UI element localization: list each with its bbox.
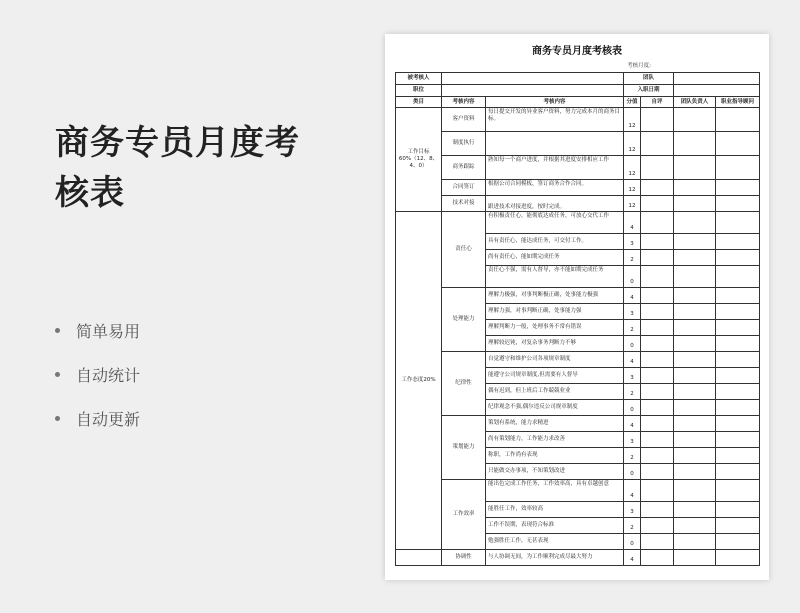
position-value[interactable] bbox=[442, 85, 624, 97]
info-row bbox=[396, 85, 760, 97]
advisor-cell[interactable] bbox=[716, 234, 760, 250]
team-lead-cell[interactable] bbox=[674, 416, 716, 432]
self-eval-cell[interactable] bbox=[641, 480, 674, 502]
content-cell: 纪律观念不强,偶尔违反公司规章制度 bbox=[486, 400, 624, 416]
content-cell: 理解判断力一般，处理事务不常有错误 bbox=[486, 320, 624, 336]
bullet-icon bbox=[55, 416, 60, 421]
content-cell: 具有责任心，能达成任务，可交付工作。 bbox=[486, 234, 624, 250]
content-cell: 尚有责任心，能如期完成任务 bbox=[486, 250, 624, 266]
table-row bbox=[396, 288, 760, 304]
advisor-cell[interactable] bbox=[716, 288, 760, 304]
item-cell: 纪律性 bbox=[442, 352, 486, 416]
month-label: 考核月度: bbox=[627, 63, 651, 69]
page-title-line2: 核表 bbox=[55, 173, 125, 213]
score-cell: 2 bbox=[624, 384, 641, 400]
team-lead-cell[interactable] bbox=[674, 336, 716, 352]
info-row bbox=[396, 73, 760, 85]
content-cell: 每日提交开发的异业客户资料，努力完成本月的商务目标。 bbox=[486, 108, 624, 132]
advisor-cell[interactable] bbox=[716, 180, 760, 196]
team-lead-cell[interactable] bbox=[674, 304, 716, 320]
table-row bbox=[396, 132, 760, 156]
team-lead-cell[interactable] bbox=[674, 180, 716, 196]
advisor-cell[interactable] bbox=[716, 156, 760, 180]
advisor-cell[interactable] bbox=[716, 212, 760, 234]
team-lead-cell[interactable] bbox=[674, 384, 716, 400]
self-eval-cell[interactable] bbox=[641, 250, 674, 266]
score-cell: 0 bbox=[624, 534, 641, 550]
item-cell: 制度执行 bbox=[442, 132, 486, 156]
content-cell: 称职，工作尚有表现 bbox=[486, 448, 624, 464]
feature-label: 自动统计 bbox=[76, 365, 141, 385]
score-cell: 3 bbox=[624, 432, 641, 448]
feature-item bbox=[55, 396, 140, 440]
advisor-cell[interactable] bbox=[716, 518, 760, 534]
advisor-cell[interactable] bbox=[716, 132, 760, 156]
self-eval-cell[interactable] bbox=[641, 336, 674, 352]
content-cell: 理解力极强，对事判断极正确，处事能力极强 bbox=[486, 288, 624, 304]
sheet-title: 商务专员月度考核表 bbox=[532, 46, 622, 57]
advisor-cell[interactable] bbox=[716, 108, 760, 132]
content-cell: 能出色完成工作任务，工作效率高，具有卓越创意 bbox=[486, 480, 624, 502]
self-eval-cell[interactable] bbox=[641, 234, 674, 250]
self-eval-cell[interactable] bbox=[641, 352, 674, 368]
self-eval-cell[interactable] bbox=[641, 384, 674, 400]
score-cell: 4 bbox=[624, 288, 641, 304]
team-lead-cell[interactable] bbox=[674, 196, 716, 212]
self-eval-cell[interactable] bbox=[641, 156, 674, 180]
self-eval-cell[interactable] bbox=[641, 212, 674, 234]
item-cell: 商务跟踪 bbox=[442, 156, 486, 180]
advisor-cell[interactable] bbox=[716, 368, 760, 384]
self-eval-cell[interactable] bbox=[641, 416, 674, 432]
advisor-cell[interactable] bbox=[716, 352, 760, 368]
team-lead-cell[interactable] bbox=[674, 448, 716, 464]
team-lead-cell[interactable] bbox=[674, 464, 716, 480]
header-content: 考核内容 bbox=[486, 97, 624, 108]
feature-list bbox=[55, 308, 140, 440]
item-cell: 策划能力 bbox=[442, 416, 486, 480]
content-cell: 与人协调无间，为工作顺利完成尽最大努力 bbox=[486, 550, 624, 566]
score-cell: 4 bbox=[624, 352, 641, 368]
content-cell: 理解力强，对事判断正确，处事能力强 bbox=[486, 304, 624, 320]
self-eval-cell[interactable] bbox=[641, 400, 674, 416]
item-cell: 工作效率 bbox=[442, 480, 486, 550]
team-lead-cell[interactable] bbox=[674, 266, 716, 288]
self-eval-cell[interactable] bbox=[641, 266, 674, 288]
table-header-row bbox=[396, 97, 760, 108]
score-cell: 4 bbox=[624, 416, 641, 432]
item-cell: 客户资料 bbox=[442, 108, 486, 132]
score-cell: 2 bbox=[624, 448, 641, 464]
self-eval-cell[interactable] bbox=[641, 288, 674, 304]
score-cell: 4 bbox=[624, 212, 641, 234]
item-cell: 协调性 bbox=[442, 550, 486, 566]
team-lead-cell[interactable] bbox=[674, 502, 716, 518]
document-preview bbox=[385, 34, 769, 580]
category-cell: 工作态度20% bbox=[396, 212, 442, 550]
team-lead-cell[interactable] bbox=[674, 352, 716, 368]
self-eval-cell[interactable] bbox=[641, 502, 674, 518]
team-lead-cell[interactable] bbox=[674, 108, 716, 132]
advisor-cell[interactable] bbox=[716, 550, 760, 566]
team-label: 团队 bbox=[624, 73, 674, 85]
advisor-cell[interactable] bbox=[716, 320, 760, 336]
item-cell: 责任心 bbox=[442, 212, 486, 288]
self-eval-cell[interactable] bbox=[641, 108, 674, 132]
advisor-cell[interactable] bbox=[716, 534, 760, 550]
feature-label: 简单易用 bbox=[76, 321, 141, 341]
self-eval-cell[interactable] bbox=[641, 320, 674, 336]
score-cell: 12 bbox=[624, 108, 641, 132]
advisor-cell[interactable] bbox=[716, 416, 760, 432]
header-team-lead: 团队负责人 bbox=[674, 97, 716, 108]
self-eval-cell[interactable] bbox=[641, 464, 674, 480]
table-row bbox=[396, 550, 760, 566]
score-cell: 12 bbox=[624, 132, 641, 156]
feature-label: 自动更新 bbox=[76, 409, 141, 429]
score-cell: 0 bbox=[624, 400, 641, 416]
item-cell: 处理能力 bbox=[442, 288, 486, 352]
content-cell bbox=[486, 132, 624, 156]
self-eval-cell[interactable] bbox=[641, 518, 674, 534]
entry-date-value[interactable] bbox=[674, 85, 760, 97]
self-eval-cell[interactable] bbox=[641, 180, 674, 196]
team-lead-cell[interactable] bbox=[674, 234, 716, 250]
score-cell: 12 bbox=[624, 156, 641, 180]
self-eval-cell[interactable] bbox=[641, 132, 674, 156]
score-cell: 4 bbox=[624, 480, 641, 502]
content-cell: 策划有系统，能力求精进 bbox=[486, 416, 624, 432]
bullet-icon bbox=[55, 372, 60, 377]
assessment-table bbox=[395, 72, 760, 566]
self-eval-cell[interactable] bbox=[641, 304, 674, 320]
team-lead-cell[interactable] bbox=[674, 250, 716, 266]
page-title-line1: 商务专员月度考 bbox=[55, 123, 300, 163]
content-cell: 尚有策划能力，工作能力求改善 bbox=[486, 432, 624, 448]
advisor-cell[interactable] bbox=[716, 432, 760, 448]
position-label: 职位 bbox=[396, 85, 442, 97]
header-item: 考核内容 bbox=[442, 97, 486, 108]
self-eval-cell[interactable] bbox=[641, 550, 674, 566]
score-cell: 2 bbox=[624, 518, 641, 534]
advisor-cell[interactable] bbox=[716, 266, 760, 288]
page-title bbox=[55, 118, 300, 218]
entry-date-label: 入职日期 bbox=[624, 85, 674, 97]
bullet-icon bbox=[55, 328, 60, 333]
category-cell: 工作目标60%（12、8、4、0） bbox=[396, 108, 442, 212]
score-cell: 12 bbox=[624, 180, 641, 196]
score-cell: 3 bbox=[624, 304, 641, 320]
score-cell: 2 bbox=[624, 250, 641, 266]
feature-item bbox=[55, 308, 140, 352]
table-row bbox=[396, 108, 760, 132]
score-cell: 3 bbox=[624, 234, 641, 250]
table-row bbox=[396, 416, 760, 432]
table-row bbox=[396, 156, 760, 180]
content-cell: 能遵守公司规章制度,但需要有人督导 bbox=[486, 368, 624, 384]
table-row bbox=[396, 196, 760, 212]
table-row bbox=[396, 180, 760, 196]
score-cell: 2 bbox=[624, 320, 641, 336]
team-lead-cell[interactable] bbox=[674, 480, 716, 502]
team-lead-cell[interactable] bbox=[674, 550, 716, 566]
score-cell: 12 bbox=[624, 196, 641, 212]
content-cell: 理解较迟钝，对复杂事务判断力不够 bbox=[486, 336, 624, 352]
examinee-label: 被考核人 bbox=[396, 73, 442, 85]
content-cell: 跟进技术对接进度，按时完成。 bbox=[486, 196, 624, 212]
self-eval-cell[interactable] bbox=[641, 432, 674, 448]
team-lead-cell[interactable] bbox=[674, 518, 716, 534]
team-value[interactable] bbox=[674, 73, 760, 85]
advisor-cell[interactable] bbox=[716, 502, 760, 518]
examinee-value[interactable] bbox=[442, 73, 624, 85]
self-eval-cell[interactable] bbox=[641, 196, 674, 212]
content-cell: 只能做交办事项，不知策划改进 bbox=[486, 464, 624, 480]
content-cell: 能胜任工作，效率较高 bbox=[486, 502, 624, 518]
header-advisor: 职业指导顾问 bbox=[716, 97, 760, 108]
content-cell: 偶有迟到，但上班后工作兢兢业业 bbox=[486, 384, 624, 400]
self-eval-cell[interactable] bbox=[641, 448, 674, 464]
team-lead-cell[interactable] bbox=[674, 432, 716, 448]
advisor-cell[interactable] bbox=[716, 250, 760, 266]
team-lead-cell[interactable] bbox=[674, 368, 716, 384]
category-cell bbox=[396, 550, 442, 566]
header-category: 类目 bbox=[396, 97, 442, 108]
score-cell: 0 bbox=[624, 464, 641, 480]
feature-item bbox=[55, 352, 140, 396]
score-cell: 4 bbox=[624, 550, 641, 566]
advisor-cell[interactable] bbox=[716, 480, 760, 502]
table-row bbox=[396, 212, 760, 234]
advisor-cell[interactable] bbox=[716, 384, 760, 400]
advisor-cell[interactable] bbox=[716, 400, 760, 416]
self-eval-cell[interactable] bbox=[641, 368, 674, 384]
item-cell: 合同签订 bbox=[442, 180, 486, 196]
content-cell: 工作不误期，表现符合标准 bbox=[486, 518, 624, 534]
team-lead-cell[interactable] bbox=[674, 212, 716, 234]
advisor-cell[interactable] bbox=[716, 336, 760, 352]
header-self-eval: 自评 bbox=[641, 97, 674, 108]
content-cell: 自觉遵守和维护公司各项规章制度 bbox=[486, 352, 624, 368]
advisor-cell[interactable] bbox=[716, 196, 760, 212]
advisor-cell[interactable] bbox=[716, 304, 760, 320]
score-cell: 0 bbox=[624, 266, 641, 288]
team-lead-cell[interactable] bbox=[674, 534, 716, 550]
score-cell: 3 bbox=[624, 502, 641, 518]
advisor-cell[interactable] bbox=[716, 464, 760, 480]
team-lead-cell[interactable] bbox=[674, 156, 716, 180]
team-lead-cell[interactable] bbox=[674, 132, 716, 156]
content-cell: 根据公司合同模板，签订商务合作合同。 bbox=[486, 180, 624, 196]
content-cell: 有积极责任心，能彻底达成任务，可放心交代工作 bbox=[486, 212, 624, 234]
score-cell: 0 bbox=[624, 336, 641, 352]
content-cell: 责任心不强，需有人督导，亦不能如期完成任务 bbox=[486, 266, 624, 288]
content-cell: 熟知每一个商户进度，并根据其进度安排相应工作 bbox=[486, 156, 624, 180]
team-lead-cell[interactable] bbox=[674, 320, 716, 336]
item-cell: 技术对接 bbox=[442, 196, 486, 212]
team-lead-cell[interactable] bbox=[674, 288, 716, 304]
table-row bbox=[396, 352, 760, 368]
self-eval-cell[interactable] bbox=[641, 534, 674, 550]
score-cell: 3 bbox=[624, 368, 641, 384]
header-score: 分值 bbox=[624, 97, 641, 108]
table-row bbox=[396, 480, 760, 502]
advisor-cell[interactable] bbox=[716, 448, 760, 464]
content-cell: 勉强胜任工作，无甚表现 bbox=[486, 534, 624, 550]
team-lead-cell[interactable] bbox=[674, 400, 716, 416]
